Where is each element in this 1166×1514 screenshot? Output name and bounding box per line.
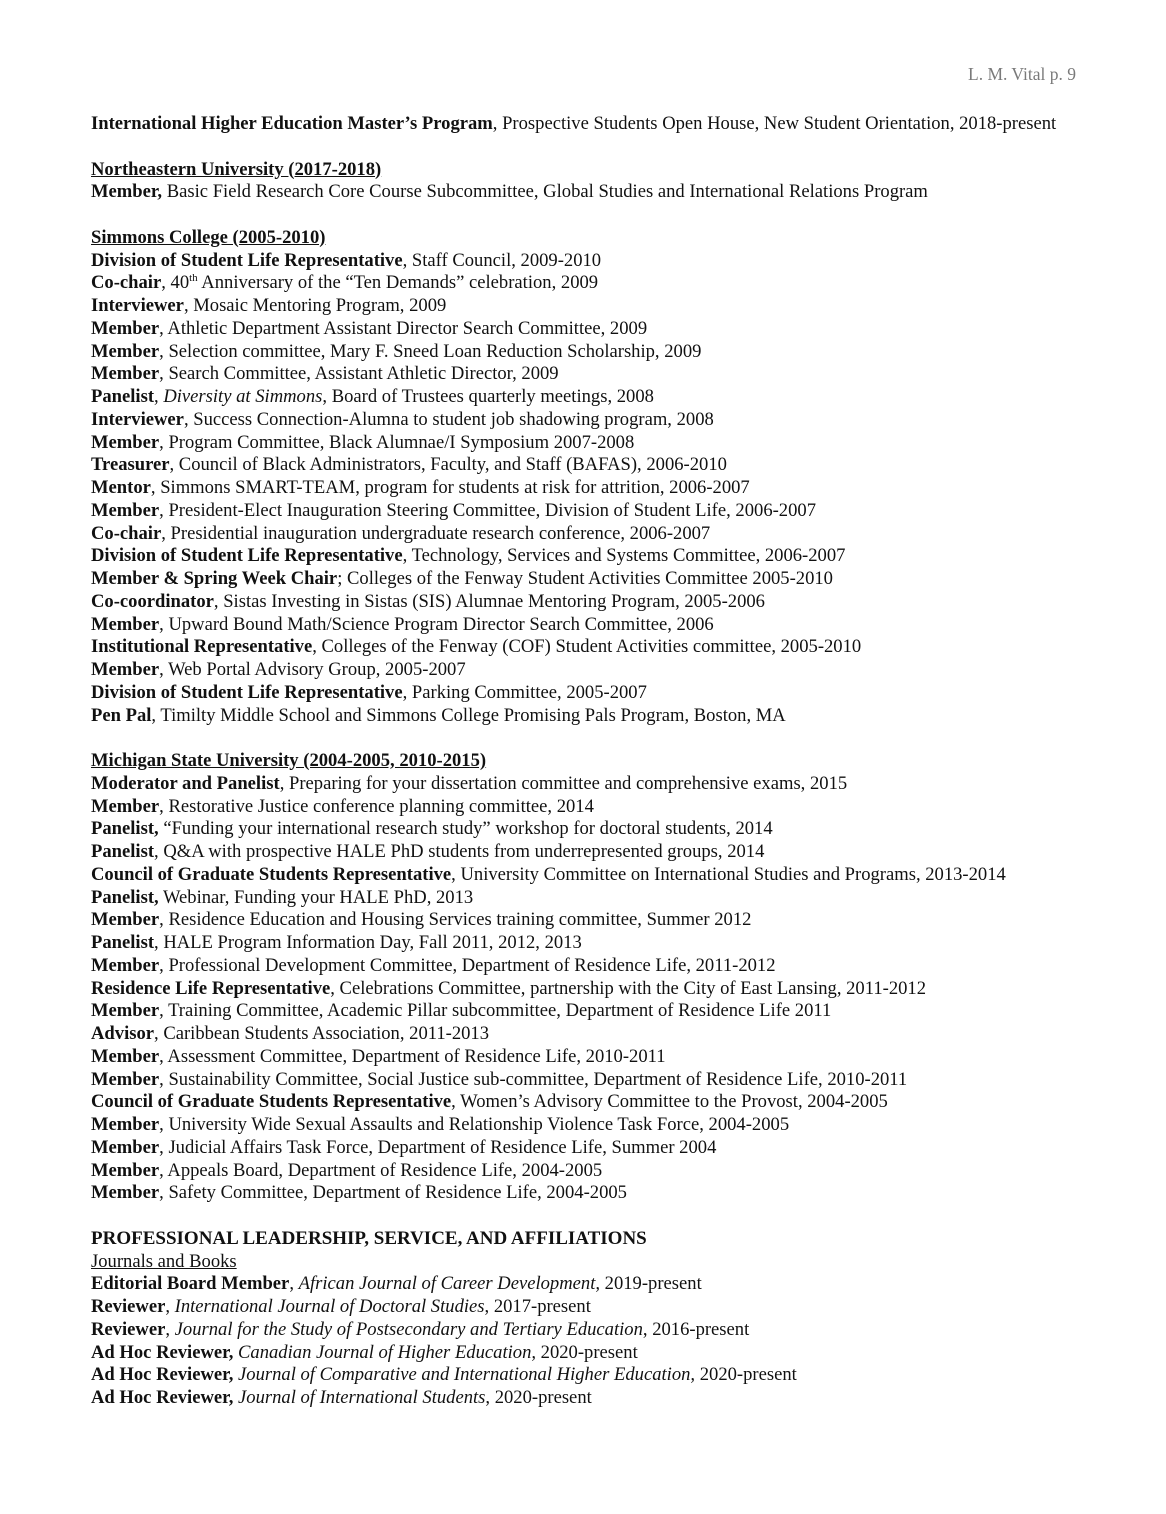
entry-role: Institutional Representative xyxy=(91,636,313,658)
list-item xyxy=(91,841,1151,864)
simmons-list xyxy=(91,250,1151,728)
list-item xyxy=(91,818,1151,841)
entry-detail: , Selection committee, Mary F. Sneed Loan Reduction Scholarship, 2009 xyxy=(159,340,702,362)
entry-detail: , Celebrations Committee, partnership with the City of East Lansing, 2011-2012 xyxy=(330,977,927,999)
entry-detail: , Women’s Advisory Committee to the Provost, 2004-2005 xyxy=(451,1091,888,1113)
entry-text: , xyxy=(165,1318,175,1340)
list-item xyxy=(91,250,1151,273)
list-item xyxy=(91,295,1151,318)
section-title-northeastern: Northeastern University (2017-2018) xyxy=(91,158,382,180)
entry-detail: , Board of Trustees quarterly meetings, 2008 xyxy=(322,386,654,407)
entry-role: Member xyxy=(91,795,160,817)
entry-role: Treasurer xyxy=(91,454,170,476)
list-item xyxy=(91,932,1151,955)
entry-role: Reviewer xyxy=(91,1296,166,1317)
entry-detail: 2020-present xyxy=(536,1341,638,1363)
entry-detail: , Search Committee, Assistant Athletic Director, 2009 xyxy=(159,363,559,385)
list-item xyxy=(91,454,1151,477)
entry-role: Division of Student Life Representative xyxy=(91,249,403,271)
entry-role: Co-coordinator xyxy=(91,590,214,612)
entry-detail: , Caribbean Students Association, 2011-2013 xyxy=(154,1023,490,1044)
entry-text: , xyxy=(289,1273,299,1295)
entry-role: Residence Life Representative xyxy=(91,977,331,999)
entry-detail: 2019-present xyxy=(600,1273,702,1295)
entry-detail: , Safety Committee, Department of Residence Life, 2004-2005 xyxy=(159,1182,627,1204)
entry-detail: , Program Committee, Black Alumnae/I Symposium 2007-2008 xyxy=(159,431,635,453)
entry-detail: , Council of Black Administrators, Faculty, and Staff (BAFAS), 2006-2010 xyxy=(169,454,727,476)
entry-detail: Webinar, Funding your HALE PhD, 2013 xyxy=(158,886,474,908)
entry-detail: Anniversary of the “Ten Demands” celebration, 2009 xyxy=(197,272,599,294)
entry-role: Member xyxy=(91,340,160,362)
entry-role: Member xyxy=(91,613,160,635)
list-item xyxy=(91,1069,1151,1092)
list-item xyxy=(91,636,1151,659)
cv-content xyxy=(91,113,1151,1410)
entry-detail: , Parking Committee, 2005-2007 xyxy=(402,681,647,703)
list-item xyxy=(91,1342,1151,1365)
list-item xyxy=(91,523,1151,546)
list-item xyxy=(91,1000,1151,1023)
entry-detail: , Professional Development Committee, Department of Residence Life, 2011-2012 xyxy=(159,954,776,976)
entry-role: Ad Hoc Reviewer, xyxy=(91,1341,234,1363)
entry-role: Co-chair xyxy=(91,522,162,544)
list-item xyxy=(91,1023,1151,1046)
entry-role: Member xyxy=(91,954,160,976)
entry-italic-title: Journal of Comparative and International Higher Education, xyxy=(238,1364,696,1386)
list-item xyxy=(91,363,1151,386)
entry-detail: , Judicial Affairs Task Force, Department of Residence Life, Summer 2004 xyxy=(159,1136,717,1158)
professional-list xyxy=(91,1273,1151,1410)
section-title-simmons: Simmons College (2005-2010) xyxy=(91,226,326,248)
list-item xyxy=(91,1114,1151,1137)
entry-detail: , Sustainability Committee, Social Justice sub-committee, Department of Residence Life, 2010-2011 xyxy=(159,1068,908,1090)
list-item xyxy=(91,341,1151,364)
entry-role: Member xyxy=(91,659,160,680)
entry-role: Member xyxy=(91,1136,160,1158)
entry-detail: , Sistas Investing in Sistas (SIS) Alumnae Mentoring Program, 2005-2006 xyxy=(213,590,765,612)
entry-italic-title: Journal for the Study of Postsecondary and Tertiary Education xyxy=(174,1318,643,1340)
entry-role: Member xyxy=(91,363,160,385)
entry-detail: , Q&A with prospective HALE PhD students from underrepresented groups, 2014 xyxy=(154,841,765,862)
entry-detail: , Residence Education and Housing Services training committee, Summer 2012 xyxy=(159,909,752,931)
list-item xyxy=(91,887,1151,910)
michigan-list xyxy=(91,773,1151,1205)
northeastern-list xyxy=(91,181,1151,204)
entry-detail: , Timilty Middle School and Simmons College Promising Pals Program, Boston, MA xyxy=(151,704,786,726)
list-item xyxy=(91,1364,1151,1387)
list-item xyxy=(91,318,1151,341)
entry-role: Co-chair xyxy=(91,272,162,294)
entry-detail: ; Colleges of the Fenway Student Activities Committee 2005-2010 xyxy=(337,568,833,589)
entry-role: Division of Student Life Representative xyxy=(91,681,403,703)
entry-detail: , Web Portal Advisory Group, 2005-2007 xyxy=(159,659,466,680)
list-item xyxy=(91,432,1151,455)
entry-role: Moderator and Panelist xyxy=(91,772,280,794)
entry-italic-title: International Journal of Doctoral Studies xyxy=(174,1296,485,1317)
entry-detail: , Presidential inauguration undergraduate research conference, 2006-2007 xyxy=(161,522,711,544)
entry-detail: , President-Elect Inauguration Steering Committee, Division of Student Life, 2006-2007 xyxy=(159,499,816,521)
list-item xyxy=(91,682,1151,705)
list-item xyxy=(91,1137,1151,1160)
entry-text: , 40 xyxy=(161,272,190,294)
entry-detail: , Restorative Justice conference planning committee, 2014 xyxy=(159,795,594,817)
entry-role: Council of Graduate Students Representative xyxy=(91,1091,452,1113)
entry-role: Reviewer xyxy=(91,1318,166,1340)
entry-detail: Basic Field Research Core Course Subcommittee, Global Studies and International Relations Program xyxy=(162,181,928,203)
entry-role: Member xyxy=(91,431,160,453)
list-item xyxy=(91,272,1151,295)
entry-superscript: th xyxy=(189,272,198,285)
entry-detail: , Upward Bound Math/Science Program Director Search Committee, 2006 xyxy=(159,613,714,635)
entry-detail: , Technology, Services and Systems Committee, 2006-2007 xyxy=(402,545,846,567)
list-item xyxy=(91,864,1151,887)
entry-role: Member xyxy=(91,1000,160,1022)
list-item xyxy=(91,705,1151,728)
list-item xyxy=(91,1091,1151,1114)
entry-role: Member xyxy=(91,1045,160,1067)
entry-role: Panelist xyxy=(91,841,155,862)
entry-detail: , 2017-present xyxy=(484,1296,591,1317)
list-item xyxy=(91,955,1151,978)
entry-text: , xyxy=(165,1296,175,1317)
list-item xyxy=(91,181,1151,204)
entry-detail: , Staff Council, 2009-2010 xyxy=(402,249,602,271)
list-item xyxy=(91,1387,1151,1410)
entry-detail: , HALE Program Information Day, Fall 2011, 2012, 2013 xyxy=(154,932,582,953)
entry-role: Division of Student Life Representative xyxy=(91,545,403,567)
list-item xyxy=(91,477,1151,500)
entry-detail: , Assessment Committee, Department of Residence Life, 2010-2011 xyxy=(159,1045,666,1067)
entry-role: Panelist, xyxy=(91,886,159,908)
entry-role: Advisor xyxy=(91,1023,155,1044)
entry-role: International Higher Education Master’s Program xyxy=(91,113,493,134)
entry-italic-title: Journal of International Students xyxy=(238,1387,486,1408)
entry-role: Member xyxy=(91,1182,160,1204)
entry-role: Editorial Board Member xyxy=(91,1273,290,1295)
list-item xyxy=(91,500,1151,523)
entry-italic-title: Diversity at Simmons xyxy=(163,386,323,407)
entry-role: Mentor xyxy=(91,477,151,498)
entry-role: Member xyxy=(91,499,160,521)
list-item xyxy=(91,545,1151,568)
section-title-michigan: Michigan State University (2004-2005, 2010-2015) xyxy=(91,750,487,771)
entry-italic-title: African Journal of Career Development, xyxy=(298,1273,601,1295)
entry-detail: , Athletic Department Assistant Director Search Committee, 2009 xyxy=(159,317,648,339)
list-item xyxy=(91,568,1151,591)
entry-role: Member xyxy=(91,1159,160,1181)
entry-role: Member xyxy=(91,1114,160,1135)
entry-role: Interviewer xyxy=(91,408,184,430)
entry-role: Member xyxy=(91,909,160,931)
section-title-professional: PROFESSIONAL LEADERSHIP, SERVICE, AND AFFILIATIONS xyxy=(91,1227,647,1249)
list-item xyxy=(91,591,1151,614)
entry-role: Panelist xyxy=(91,932,155,953)
entry-role: Council of Graduate Students Representative xyxy=(91,863,452,885)
list-item xyxy=(91,1160,1151,1183)
entry-detail: , Training Committee, Academic Pillar subcommittee, Department of Residence Life 2011 xyxy=(159,1000,832,1022)
entry-detail: , Preparing for your dissertation committee and comprehensive exams, 2015 xyxy=(279,772,848,794)
entry-role: Ad Hoc Reviewer, xyxy=(91,1387,234,1408)
entry-detail: , 2016-present xyxy=(642,1318,750,1340)
entry-detail: , 2020-present xyxy=(485,1387,592,1408)
list-item xyxy=(91,409,1151,432)
entry-detail: 2020-present xyxy=(695,1364,797,1386)
entry-detail: , University Wide Sexual Assaults and Relationship Violence Task Force, 2004-2005 xyxy=(159,1114,790,1135)
list-item xyxy=(91,1296,1151,1319)
entry-detail: , Colleges of the Fenway (COF) Student Activities committee, 2005-2010 xyxy=(312,636,862,658)
entry-role: Pen Pal xyxy=(91,704,152,726)
entry-detail: , Appeals Board, Department of Residence Life, 2004-2005 xyxy=(159,1159,603,1181)
list-item xyxy=(91,1319,1151,1342)
subhead-journals-books: Journals and Books xyxy=(91,1250,237,1272)
list-item xyxy=(91,1182,1151,1205)
list-item xyxy=(91,978,1151,1001)
page-header: L. M. Vital p. 9 xyxy=(968,64,1076,84)
list-item xyxy=(91,614,1151,637)
entry-role: Member xyxy=(91,1068,160,1090)
entry-role: Member xyxy=(91,317,160,339)
list-item xyxy=(91,909,1151,932)
list-item xyxy=(91,659,1151,682)
entry-detail: “Funding your international research study” workshop for doctoral students, 2014 xyxy=(158,818,773,840)
list-item xyxy=(91,1273,1151,1296)
entry-role: Ad Hoc Reviewer, xyxy=(91,1364,234,1386)
entry-role: Panelist, xyxy=(91,818,159,840)
entry-detail: , Prospective Students Open House, New Student Orientation, 2018-present xyxy=(492,113,1057,134)
entry-italic-title: Canadian Journal of Higher Education, xyxy=(238,1341,537,1363)
entry-detail: , University Committee on International Studies and Programs, 2013-2014 xyxy=(451,863,1006,885)
entry-text: , xyxy=(154,386,164,407)
entry-role: Panelist xyxy=(91,386,155,407)
list-item xyxy=(91,1046,1151,1069)
entry-role: Interviewer xyxy=(91,295,184,316)
entry-role: Member, xyxy=(91,181,163,203)
intro-entry xyxy=(91,113,1151,136)
entry-role: Member & Spring Week Chair xyxy=(91,568,338,589)
entry-detail: , Success Connection-Alumna to student job shadowing program, 2008 xyxy=(183,408,714,430)
list-item xyxy=(91,773,1151,796)
entry-detail: , Simmons SMART-TEAM, program for students at risk for attrition, 2006-2007 xyxy=(150,477,750,498)
entry-detail: , Mosaic Mentoring Program, 2009 xyxy=(183,295,447,316)
list-item xyxy=(91,796,1151,819)
list-item xyxy=(91,386,1151,409)
